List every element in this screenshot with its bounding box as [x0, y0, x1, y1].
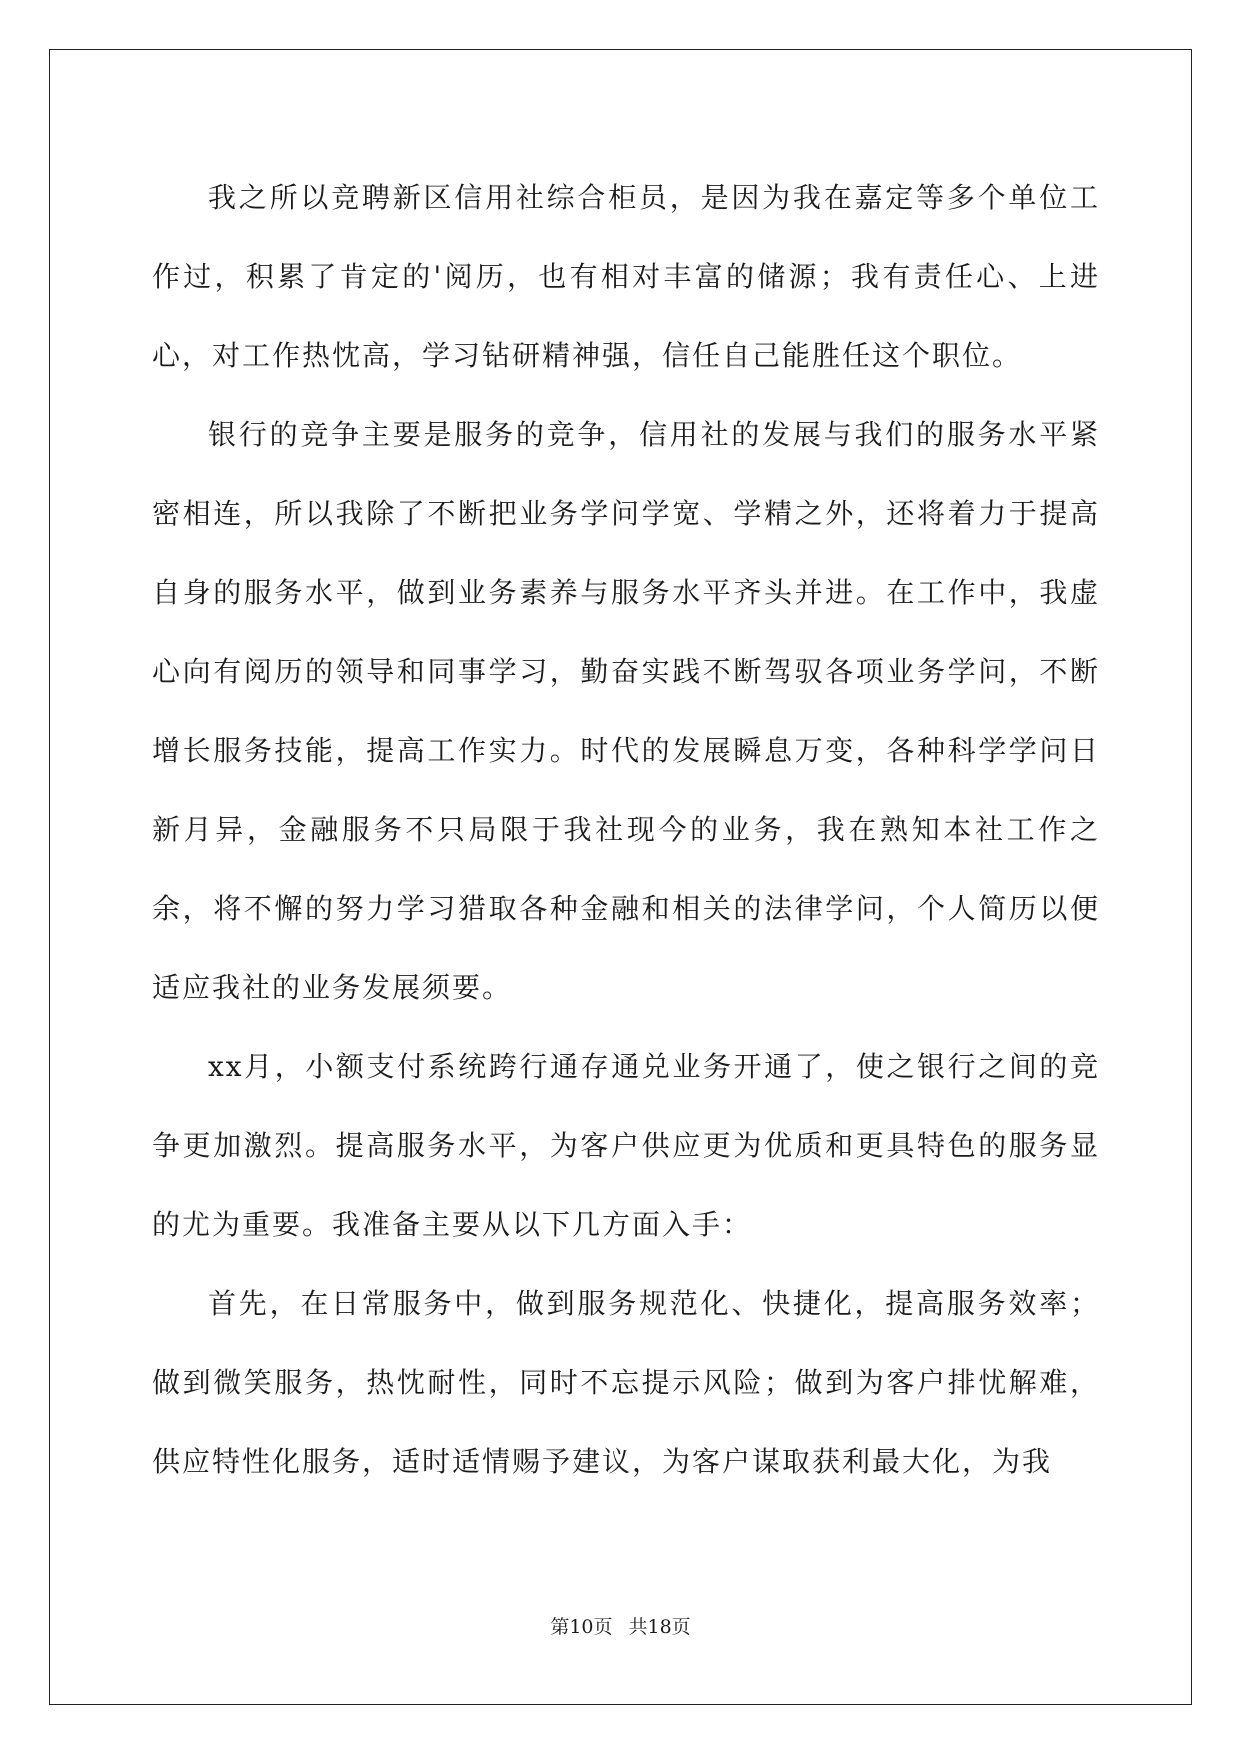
paragraph-4: 首先，在日常服务中，做到服务规范化、快捷化，提高服务效率；做到微笑服务，热忱耐性，同时不忘提示风险；做到为客户排忧解难，供应特性化服务，适时适情赐予建议，为客户谋取获利最大化，为我: [152, 1287, 1100, 1478]
paragraph-3: xx月，小额支付系统跨行通存通兑业务开通了，使之银行之间的竞争更加激烈。提高服务水平，为客户供应更为优质和更具特色的服务显的尤为重要。我准备主要从以下几方面入手：: [152, 1050, 1100, 1241]
page-footer: [0, 1612, 1241, 1639]
paragraph-2: 银行的竞争主要是服务的竞争，信用社的发展与我们的服务水平紧密相连，所以我除了不断把业务学问学宽、学精之外，还将着力于提高自身的服务水平，做到业务素养与服务水平齐头并进。在工作中，我虚心向有阅历的领导和同事学习，勤奋实践不断驾驭各项业务学问，不断增长服务技能，提高工作实力。时代的发展瞬息万变，各种科学学问日新月异，金融服务不只局限于我社现今的业务，我在熟知本社工作之余，将不懈的努力学习猎取各种金融和相关的法律学问，个人简历以便适应我社的业务发展须要。: [152, 418, 1100, 1004]
page-number: 第10页: [550, 1616, 613, 1638]
document-body: [152, 158, 1100, 1501]
paragraph-1: 我之所以竞聘新区信用社综合柜员，是因为我在嘉定等多个单位工作过，积累了肯定的'阅历，也有相对丰富的储源；我有责任心、上进心，对工作热忱高，学习钻研精神强，信任自己能胜任这个职位。: [152, 181, 1100, 372]
page-total: 共18页: [628, 1616, 691, 1638]
